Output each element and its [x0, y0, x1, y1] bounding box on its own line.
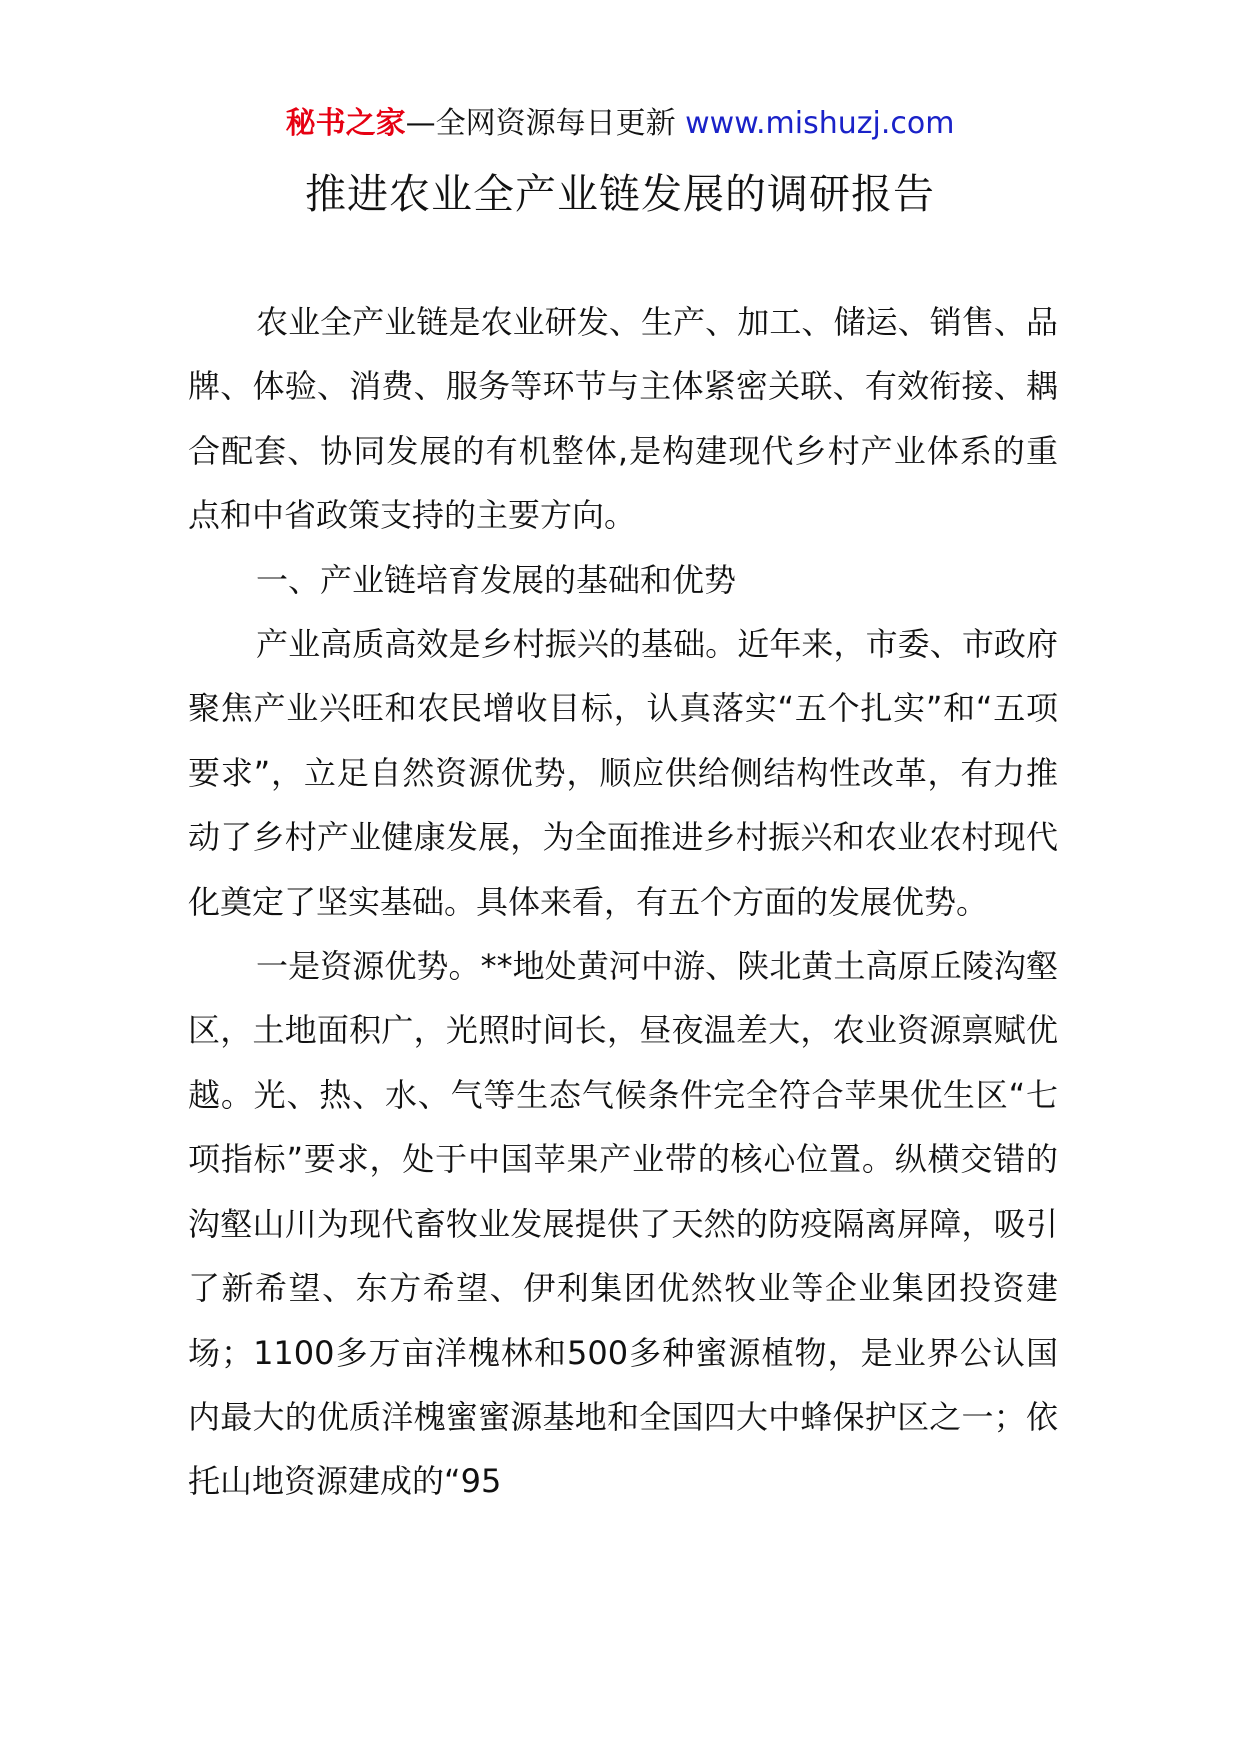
site-brand: 秘书之家 [285, 106, 406, 141]
document-body [188, 290, 1058, 1514]
site-url-link[interactable]: www.mishuzj.com [685, 106, 955, 141]
site-slogan: —全网资源每日更新 [405, 106, 686, 141]
paragraph-resource-advantage: 一是资源优势。**地处黄河中游、陕北黄土高原丘陵沟壑区，土地面积广，光照时间长，昼夜温差大，农业资源禀赋优越。光、热、水、气等生态气候条件完全符合苹果优生区“七项指标”要求，处于中国苹果产业带的核心位置。纵横交错的沟壑山川为现代畜牧业发展提供了天然的防疫隔离屏障，吸引了新希望、东方希望、伊利集团优然牧业等企业集团投资建场；1100多万亩洋槐林和500多种蜜源植物，是业界公认国内最大的优质洋槐蜜蜜源基地和全国四大中蜂保护区之一；依托山地资源建成的“95 [188, 947, 1058, 1501]
document-title: 推进农业全产业链发展的调研报告 [305, 170, 935, 218]
paragraph-overview: 产业高质高效是乡村振兴的基础。近年来，市委、市政府聚焦产业兴旺和农民增收目标，认真落实“五个扎实”和“五项要求”，立足自然资源优势，顺应供给侧结构性改革，有力推动了乡村产业健康发展，为全面推进乡村振兴和农业农村现代化奠定了坚实基础。具体来看，有五个方面的发展优势。 [188, 625, 1058, 921]
paragraph-intro: 农业全产业链是农业研发、生产、加工、储运、销售、品牌、体验、消费、服务等环节与主体紧密关联、有效衔接、耦合配套、协同发展的有机整体,是构建现代乡村产业体系的重点和中省政策支持的主要方向。 [188, 303, 1058, 535]
section-heading: 一、产业链培育发展的基础和优势 [256, 560, 737, 599]
site-header [0, 102, 1240, 146]
